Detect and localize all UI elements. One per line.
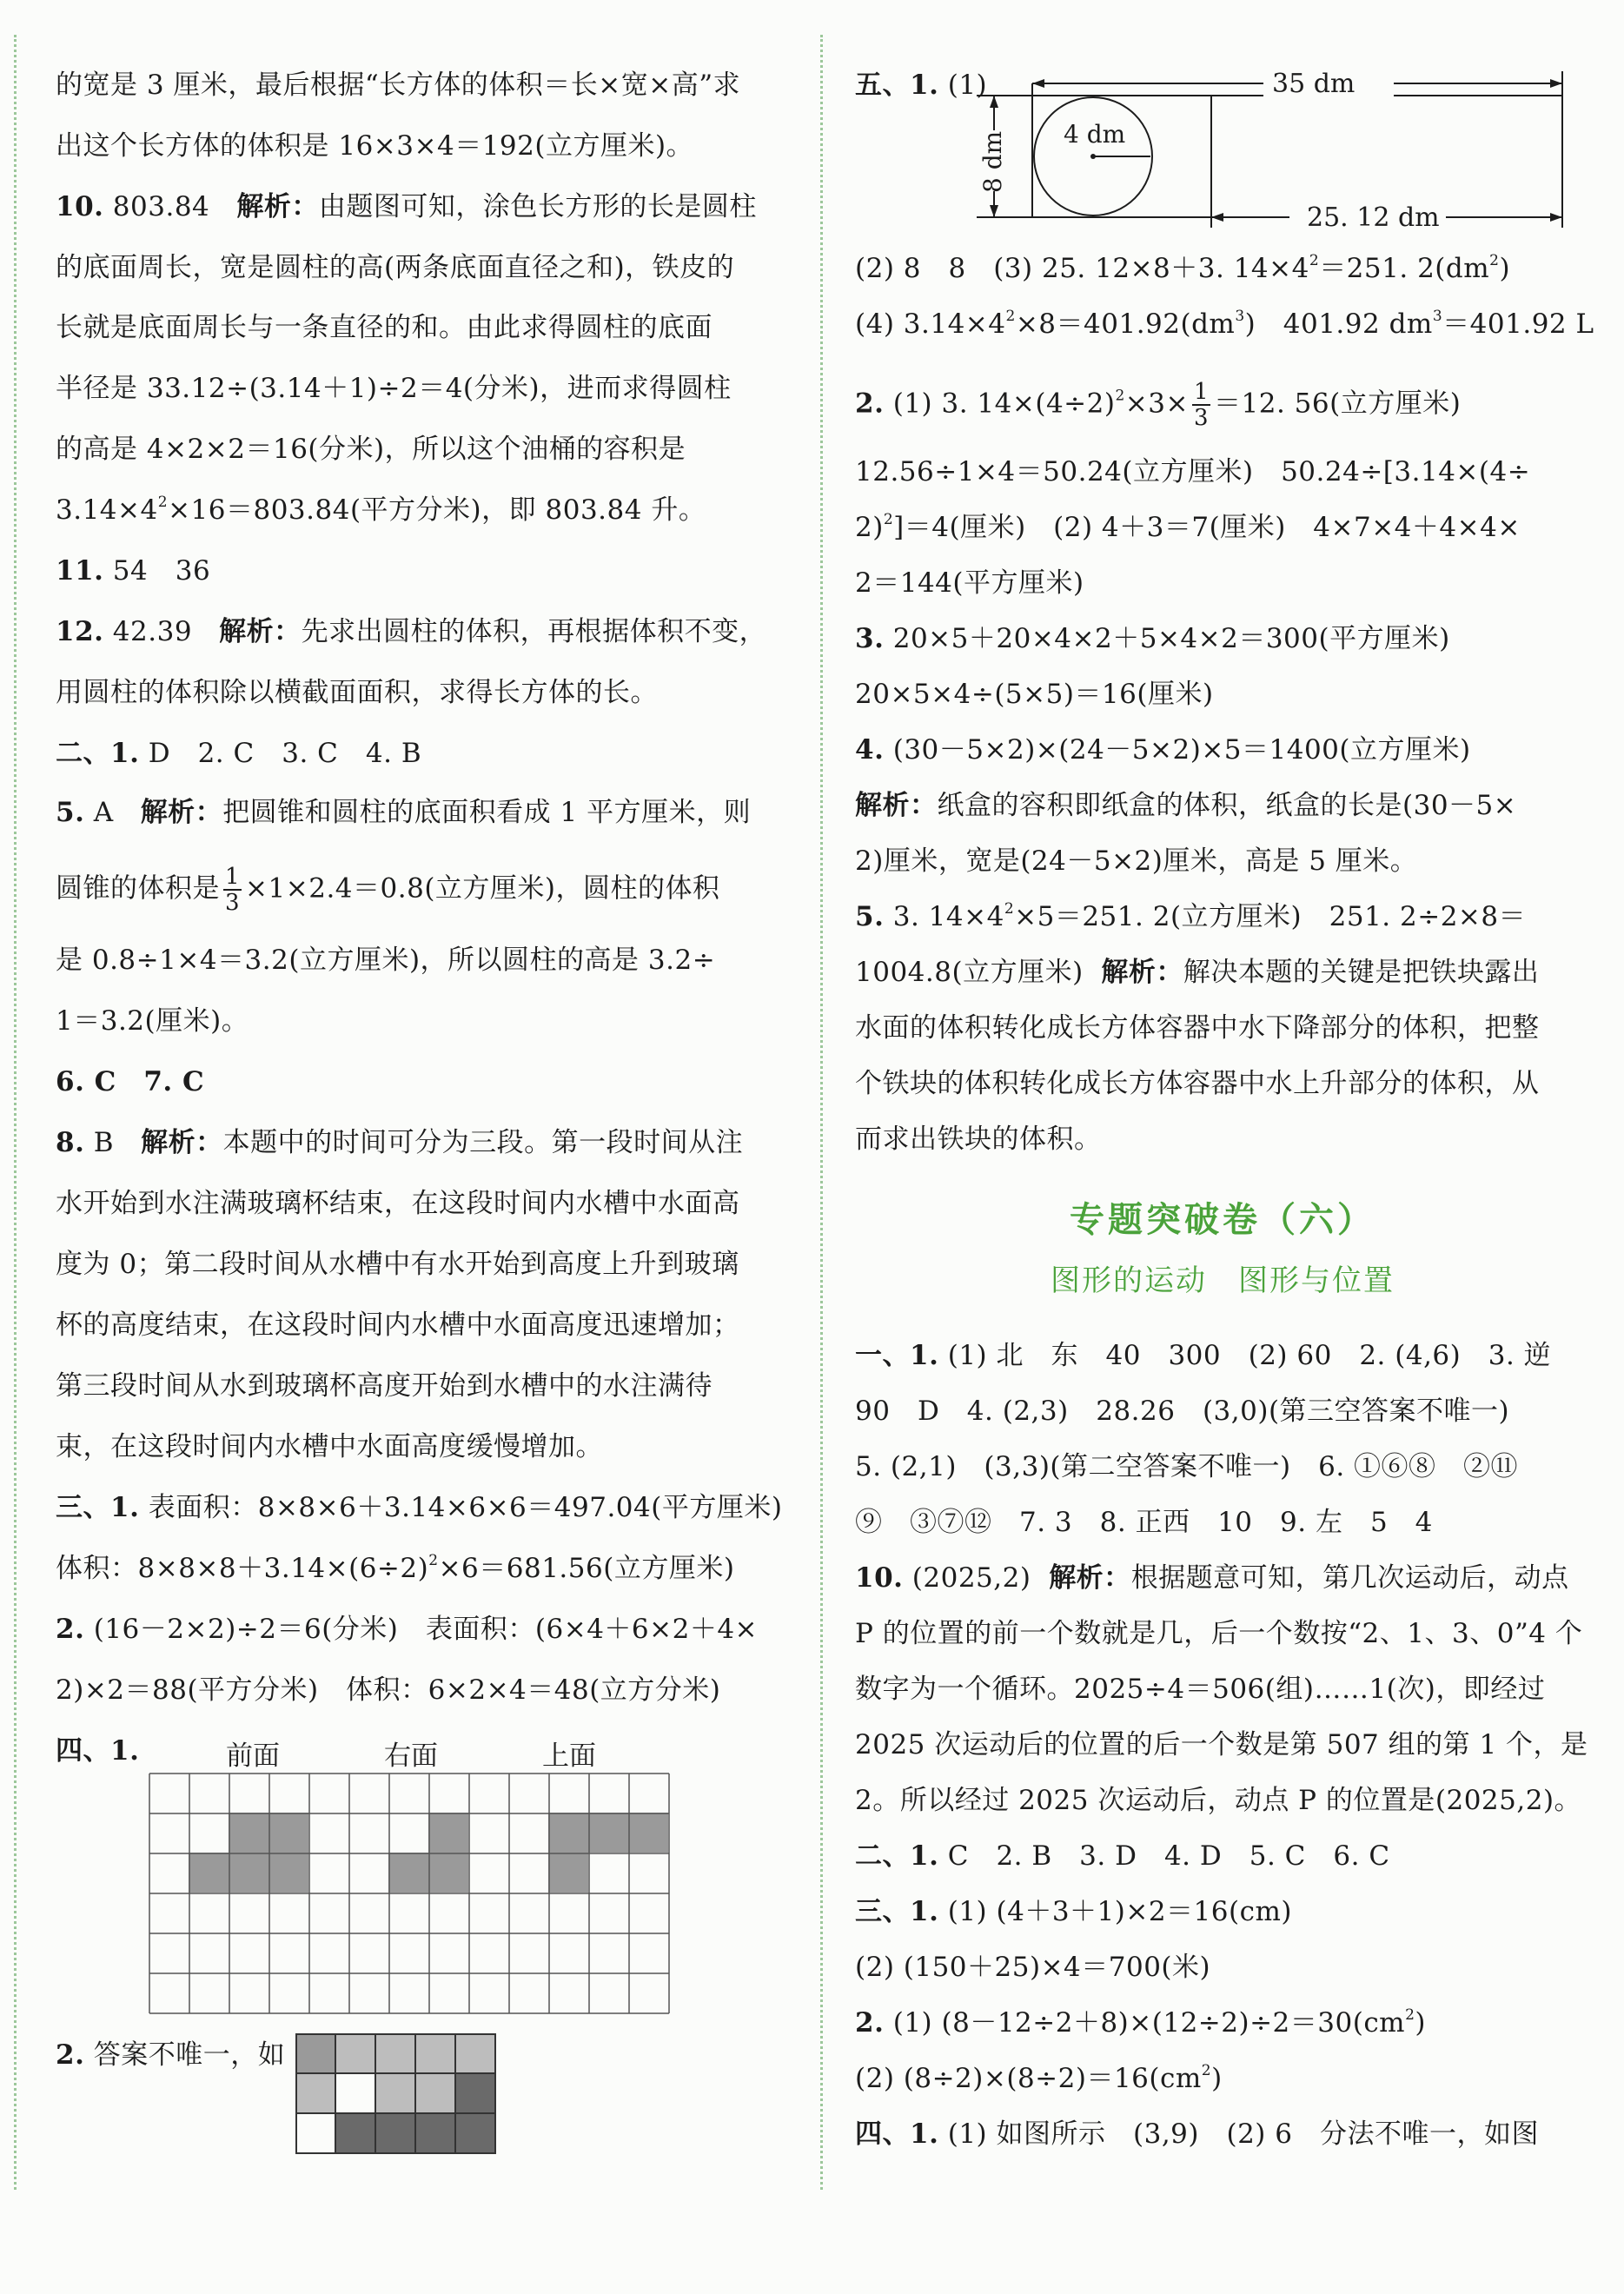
question-number: 5. xyxy=(56,797,85,828)
answer-line: 2025 次运动后的位置的后一个数是第 507 组的第 1 个，是 xyxy=(855,1729,1588,1760)
analysis-label: 解析： xyxy=(219,616,302,647)
answer-line: 12.56÷1×4＝50.24(立方厘米) 50.24÷[3.14×(4÷ xyxy=(855,456,1531,487)
questions-6-7: 6. C 7. C xyxy=(56,1066,205,1097)
question-3: 3. 20×5＋20×4×2＋5×4×2＝300(平方厘米) xyxy=(855,623,1450,654)
column-divider-line xyxy=(820,35,823,2190)
section-heading: 五、1. xyxy=(855,70,939,101)
answer-value: 42.39 xyxy=(112,616,193,647)
dimension-25-12dm: 25. 12 dm xyxy=(1307,202,1440,233)
answer-line: 数字为一个循环。2025÷4＝506(组)……1(次)，即经过 xyxy=(855,1674,1546,1705)
answer-value: B xyxy=(93,1127,115,1158)
question-number: 12. xyxy=(56,616,104,647)
section-2 xyxy=(56,736,791,771)
answer-line: 圆锥的体积是 $\frac{1}{3}$ ×1×2.4＝0.8(立方厘米)，圆柱的体积 xyxy=(56,864,720,916)
answer-list: D 2. C 3. C 4. B xyxy=(148,738,422,769)
answer-line: 第三段时间从水到玻璃杯高度开始到水槽中的水注满待 xyxy=(56,1370,713,1402)
section-heading: 四、1. xyxy=(855,2118,939,2150)
section-heading: 四、1. xyxy=(56,1735,140,1767)
answer-line: 2)$^2$]＝4(厘米) (2) 4＋3＝7(厘米) 4×7×4＋4×4× xyxy=(855,511,1521,543)
answer-line: (2) 8 8 (3) 25. 12×8＋3. $14\times 4^2=251$. $2(dm^2)$ xyxy=(855,252,1511,284)
answer-line: 是 0.8÷1×4＝3.2(立方厘米)，所以圆柱的高是 3.2÷ xyxy=(56,945,716,976)
analysis-label: 解析： xyxy=(141,1127,223,1158)
fraction: $\frac{1}{3}$ xyxy=(1193,379,1210,431)
answer-line: 1004.8(立方厘米) 解析：解决本题的关键是把铁块露出 xyxy=(855,957,1540,988)
section-subtitle: 图形的运动 图形与位置 xyxy=(1051,1263,1395,1298)
left-margin-line xyxy=(14,35,17,2190)
answer-line: (2) $(8\div 2)\times(8\div 2)=16(cm^2)$ xyxy=(855,2062,1223,2094)
answer-line: 2＝144(平方厘米) xyxy=(855,567,1084,599)
dimension-8dm: 8 dm xyxy=(978,130,1007,193)
answer-line: 90 D 4. (2,3) 28.26 (3,0)(第三空答案不唯一) xyxy=(855,1396,1510,1427)
section-4: 四、1. (1) 如图所示 (3,9) (2) 6 分法不唯一，如图 xyxy=(855,2118,1539,2150)
section-3 xyxy=(56,1490,791,1525)
section-heading: 二、1. xyxy=(855,1840,939,1872)
section-heading: 三、1. xyxy=(56,1492,140,1523)
section-5: 五、1. (1) xyxy=(855,70,988,101)
answer-line: 长就是底面周长与一条直径的和。由此求得圆柱的底面 xyxy=(56,312,713,343)
answer-line: 5. (2,1) (3,3)(第二空答案不唯一) 6. ①⑥⑧ ②⑪ xyxy=(855,1451,1519,1482)
answer-line: 用圆柱的体积除以横截面面积，求得长方体的长。 xyxy=(56,677,658,708)
analysis-label: 解析： xyxy=(855,790,938,821)
question-10: 10. (2025,2) 解析：根据题意可知，第几次运动后，动点 xyxy=(855,1562,1569,1594)
answer-line: 2。所以经过 2025 次运动后，动点 P 的位置是(2025,2)。 xyxy=(855,1785,1582,1816)
answer-line: 20×5×4÷(5×5)＝16(厘米) xyxy=(855,679,1214,710)
answer-line: 的宽是 3 厘米，最后根据“长方体的体积＝长×宽×高”求 xyxy=(56,70,741,101)
question-2: 2. (1) 3. $14\times(4\div 2)^2\times 3\times$ $\frac{1}{3}$ ＝12. 56(立方厘米) xyxy=(855,379,1462,431)
question-4: 4. (30－5×2)×(24－5×2)×5＝1400(立方厘米) xyxy=(855,734,1471,766)
answer-line: 表面积：8×8×6＋3.14×6×6＝497.04(平方厘米) xyxy=(148,1492,783,1523)
answer-line: P 的位置的前一个数就是几，后一个数按“2、1、3、0”4 个 xyxy=(855,1618,1583,1649)
section-heading: 二、1. xyxy=(56,738,140,769)
answer-line: 2. (1) $(8-12\div 2+8)\times(12\div 2)\div 2=30(cm^2)$ xyxy=(855,2006,1427,2039)
answer-line: ⑨ ③⑦⑫ 7. 3 8. 正西 10 9. 左 5 4 xyxy=(855,1507,1433,1538)
question-number: 10. xyxy=(56,191,104,222)
question-10 xyxy=(56,189,791,224)
answer-line: 水面的体积转化成长方体容器中水下降部分的体积，把整 xyxy=(855,1012,1540,1044)
answer-line: 的高是 4×2×2＝16(分米)，所以这个油桶的容积是 xyxy=(56,434,686,465)
analysis-label: 解析： xyxy=(1049,1562,1131,1594)
answer-line: 1＝3.2(厘米)。 xyxy=(56,1005,249,1037)
view-label-top: 上面 xyxy=(542,1740,596,1772)
question-12 xyxy=(56,614,791,649)
answer-line: 体积：$8\times 8\times 8+3.14\times(6\div 2)^2\times 6=681.56$(立方厘米) xyxy=(56,1552,735,1584)
cylinder-net-diagram xyxy=(942,54,1568,236)
question-number: 11. xyxy=(56,555,104,587)
shaded-grid-answer xyxy=(295,2033,504,2157)
answer-line: 而求出铁块的体积。 xyxy=(855,1124,1102,1155)
section-heading: 一、1. xyxy=(855,1340,939,1371)
analysis-label: 解析： xyxy=(140,797,223,828)
answer-line: 2)厘米，宽是(24－5×2)厘米，高是 5 厘米。 xyxy=(855,845,1418,877)
dimension-4dm: 4 dm xyxy=(1064,120,1126,149)
question-8 xyxy=(56,1125,791,1160)
analysis-label: 解析： xyxy=(236,191,319,222)
answer-line: 个铁块的体积转化成长方体容器中水上升部分的体积，从 xyxy=(855,1068,1540,1099)
answer-line: 2. (16－2×2)÷2＝6(分米) 表面积：(6×4＋6×2＋4× xyxy=(56,1614,759,1645)
answer-line: 半径是 33.12÷(3.14＋1)÷2＝4(分米)，进而求得圆柱 xyxy=(56,373,732,404)
analysis-text: 由题图可知，涂色长方形的长是圆柱 xyxy=(318,191,757,222)
answer-line: $3.14\times 4^2\times 16=803.84$(平方分米)，即 803.84 升。 xyxy=(56,494,706,526)
view-label-front: 前面 xyxy=(226,1740,280,1772)
analysis-text: 本题中的时间可分为三段。第一段时间从注 xyxy=(222,1127,744,1158)
section-1: 一、1. (1) 北 东 40 300 (2) 60 2. (4,6) 3. 逆 xyxy=(855,1340,1552,1371)
section-3: 三、1. (1) (4＋3＋1)×2＝16(cm) xyxy=(855,1896,1292,1927)
answer-line: 水开始到水注满玻璃杯结束，在这段时间内水槽中水面高 xyxy=(56,1188,740,1219)
answer-value: 803.84 xyxy=(112,191,210,222)
view-label-right: 右面 xyxy=(384,1740,438,1772)
analysis-text: 把圆锥和圆柱的底面积看成 1 平方厘米，则 xyxy=(222,797,752,828)
answer-line: (4) $3.14\times 4^2\times 8=401.92(dm^3)$ 401.92 $dm^3=401.92$ L xyxy=(855,308,1594,340)
section-2: 二、1. C 2. B 3. D 4. D 5. C 6. C xyxy=(855,1840,1390,1872)
section-title: 专题突破卷（六） xyxy=(1070,1200,1375,1240)
question-number: 8. xyxy=(56,1127,85,1158)
answer-line: 的底面周长，宽是圆柱的高(两条底面直径之和)，铁皮的 xyxy=(56,252,735,283)
answer-line: 束，在这段时间内水槽中水面高度缓慢增加。 xyxy=(56,1431,603,1462)
answer-line: 出这个长方体的体积是 16×3×4＝192(立方厘米)。 xyxy=(56,130,694,162)
section-heading: 三、1. xyxy=(855,1896,939,1927)
answer-line: (2) (150＋25)×4＝700(米) xyxy=(855,1952,1211,1983)
answer-line: 2)×2＝88(平方分米) 体积：6×2×4＝48(立方分米) xyxy=(56,1674,721,1706)
question-5 xyxy=(56,795,791,830)
question-11 xyxy=(56,554,791,588)
answer-line: 解析：纸盒的容积即纸盒的体积，纸盒的长是(30－5× xyxy=(855,790,1517,821)
fraction: $\frac{1}{3}$ xyxy=(225,864,241,916)
answer-line: 2. 答案不唯一，如 xyxy=(56,2039,286,2071)
analysis-label: 解析： xyxy=(1101,957,1183,988)
answer-value: A xyxy=(93,797,114,828)
analysis-text: 先求出圆柱的体积，再根据体积不变， xyxy=(301,616,767,647)
answer-line: 度为 0；第二段时间从水槽中有水开始到高度上升到玻璃 xyxy=(56,1249,739,1280)
three-views-grid xyxy=(149,1773,726,2016)
answer-value: 54 36 xyxy=(112,555,211,587)
dimension-35dm: 35 dm xyxy=(1272,69,1356,99)
question-5: 5. 3. $14\times 4^2\times 5=251$. 2(立方厘米) 251. 2÷2×8＝ xyxy=(855,900,1527,932)
answer-line: 杯的高度结束，在这段时间内水槽中水面高度迅速增加； xyxy=(56,1309,740,1341)
